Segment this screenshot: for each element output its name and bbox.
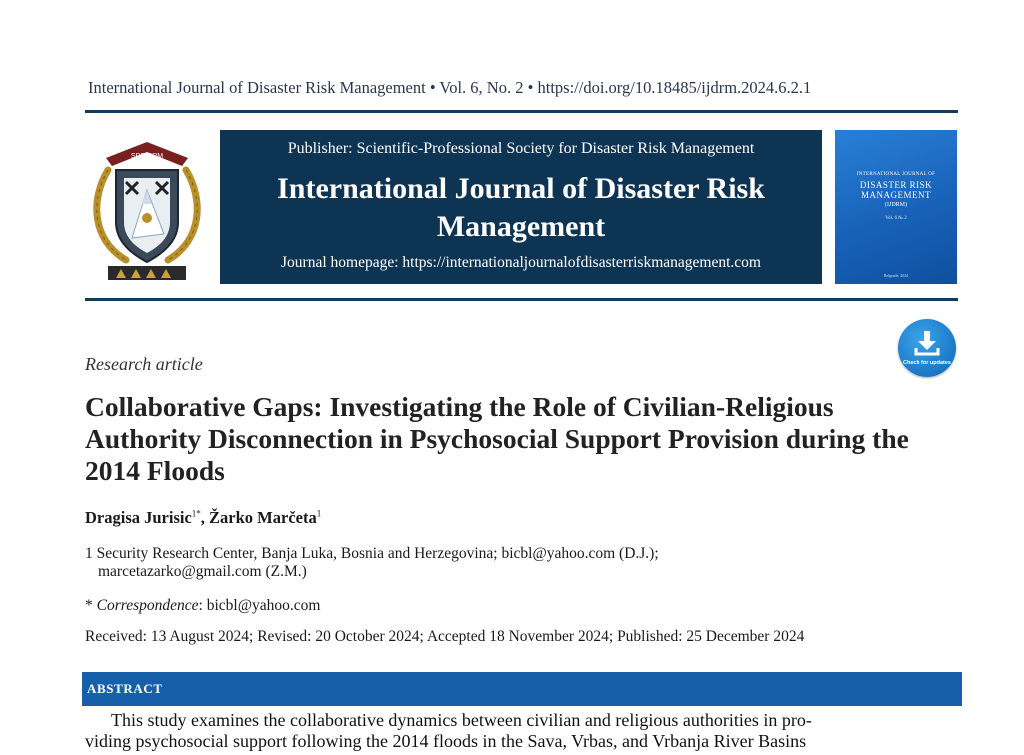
author-1: Dragisa Jurisic	[85, 508, 192, 527]
journal-banner	[220, 130, 822, 284]
correspondence	[85, 597, 320, 615]
cover-line4: Vol. 6 № 2	[885, 216, 907, 221]
society-logo	[86, 130, 208, 286]
journal-title: International Journal of Disaster Risk Management	[277, 172, 765, 243]
cover-line2: DISASTER RISK MANAGEMENT	[859, 180, 933, 200]
header-rule-top	[85, 110, 958, 113]
journal-cover-thumbnail	[835, 130, 957, 284]
author-2: Žarko Marčeta	[209, 508, 317, 527]
publication-dates: Received: 13 August 2024; Revised: 20 October 2024; Accepted 18 November 2024; Published: 25 December 2024	[85, 628, 805, 645]
affiliation	[85, 545, 955, 581]
cover-line3: (IJDRM)	[885, 202, 907, 208]
journal-homepage-link[interactable]: Journal homepage: https://internationaljournalofdisasterriskmanagement.com	[281, 254, 761, 271]
affiliation-line-1: 1 Security Research Center, Banja Luka, Bosnia and Herzegovina; bicbl@yahoo.com (D.J.);	[85, 545, 659, 562]
authors	[85, 508, 321, 528]
abstract-heading: ABSTRACT	[87, 681, 163, 696]
check-for-updates-button[interactable]	[898, 319, 956, 377]
correspondence-star: *	[85, 597, 97, 614]
author-separator: ,	[200, 508, 210, 527]
cover-line5: Belgrade, 2024	[883, 273, 909, 278]
author-2-marker: 1	[316, 508, 322, 519]
abstract-line-1: This study examines the collaborative dynamics between civilian and religious authorities in pro-	[111, 710, 812, 730]
article-title: Collaborative Gaps: Investigating the Role of Civilian-Religious Authority Disconnection in Psychosocial Support Provision during the 2014 Floods	[85, 391, 909, 486]
correspondence-email[interactable]: : bicbl@yahoo.com	[198, 597, 321, 614]
abstract-text	[85, 710, 961, 752]
abstract-line-2: viding psychosocial support following the 2014 floods in the Sava, Vrbas, and Vrbanja River Basins	[85, 731, 807, 751]
correspondence-label: Correspondence	[96, 597, 199, 614]
logo-text: SPS-DRM	[130, 153, 164, 160]
running-head: International Journal of Disaster Risk Management • Vol. 6, No. 2 • https://doi.org/10.18485/ijdrm.2024.6.2.1	[88, 78, 812, 97]
download-icon	[912, 328, 942, 358]
author-1-marker: 1*	[191, 508, 201, 519]
abstract-heading-bar	[82, 672, 962, 706]
affiliation-line-2: marcetazarko@gmail.com (Z.M.)	[98, 563, 307, 580]
cover-line1: INTERNATIONAL JOURNAL OF	[856, 172, 936, 177]
article-type: Research article	[85, 354, 203, 374]
check-for-updates-label: Check for updates	[903, 360, 951, 366]
publisher-line: Publisher: Scientific-Professional Society for Disaster Risk Management	[287, 140, 755, 157]
header-rule-bottom	[85, 298, 958, 301]
